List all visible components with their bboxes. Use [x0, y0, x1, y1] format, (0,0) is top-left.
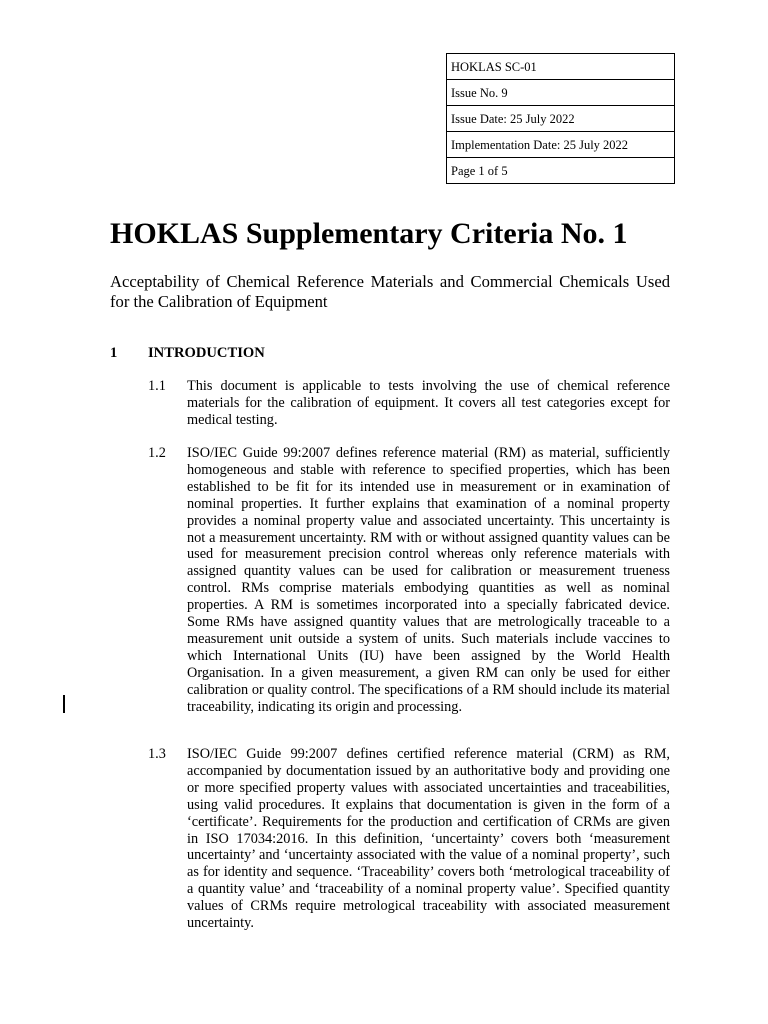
document-subtitle: Acceptability of Chemical Reference Materials and Commercial Chemicals Used for the Calibration of Equipment — [110, 272, 670, 311]
table-row — [447, 54, 675, 80]
paragraph-number: 1.2 — [148, 445, 166, 461]
paragraph-1-2 — [148, 445, 670, 716]
paragraph-1-1 — [148, 378, 670, 429]
issue-number: Issue No. 9 — [447, 80, 675, 106]
table-row — [447, 106, 675, 132]
paragraph-number: 1.1 — [148, 378, 166, 394]
section-name: INTRODUCTION — [148, 345, 265, 361]
implementation-date: Implementation Date: 25 July 2022 — [447, 132, 675, 158]
document-control-table — [446, 53, 675, 184]
doc-reference: HOKLAS SC-01 — [447, 54, 675, 80]
page-number: Page 1 of 5 — [447, 158, 675, 184]
table-row — [447, 132, 675, 158]
document-title: HOKLAS Supplementary Criteria No. 1 — [110, 217, 628, 250]
paragraph-1-3 — [148, 746, 670, 932]
table-row — [447, 158, 675, 184]
paragraph-text: ISO/IEC Guide 99:2007 defines reference material (RM) as material, sufficiently homogeneous and stable with reference to specified properties, which has been established to be fit for its intended use in measurement or in examination of nominal properties. It further explains that examination of a nominal property provides a nominal property value and associated uncertainty. This uncertainty is not a measurement uncertainty. RM with or without assigned quantity values can be used for measurement precision control whereas only reference materials with assigned quantity values can be used for calibration or measurement trueness control. RMs comprise materials embodying quantities as well as nominal properties. A RM is sometimes incorporated into a specially fabricated device. Some RMs have assigned quantity values that are metrologically traceable to a measurement unit outside a system of units. Such materials include vaccines to which International Units (IU) have been assigned by the World Health Organisation. In a given measurement, a given RM can only be used for either calibration or quality control. The specifications of a RM should include its material traceability, indicating its origin and processing. — [187, 445, 670, 715]
section-number: 1 — [110, 345, 118, 361]
paragraph-number: 1.3 — [148, 746, 166, 762]
text-cursor — [63, 695, 65, 713]
issue-date: Issue Date: 25 July 2022 — [447, 106, 675, 132]
paragraph-text: This document is applicable to tests involving the use of chemical reference materials for the calibration of equipment. It covers all test categories except for medical testing. — [187, 378, 670, 428]
paragraph-text: ISO/IEC Guide 99:2007 defines certified reference material (CRM) as RM, accompanied by documentation issued by an authoritative body and providing one or more specified property values with associated uncertainties and traceabilities, using valid procedures. It explains that documentation is given in the form of a ‘certificate’. Requirements for the production and certification of CRMs are given in ISO 17034:2016. In this definition, ‘uncertainty’ covers both ‘measurement uncertainty’ and ‘uncertainty associated with the value of a nominal property’, such as for identity and sequence. ‘Traceability’ covers both ‘metrological traceability of a quantity value’ and ‘traceability of a nominal property value’. Specified quantity values of CRMs require metrological traceability with associated measurement uncertainty. — [187, 746, 670, 932]
table-row — [447, 80, 675, 106]
